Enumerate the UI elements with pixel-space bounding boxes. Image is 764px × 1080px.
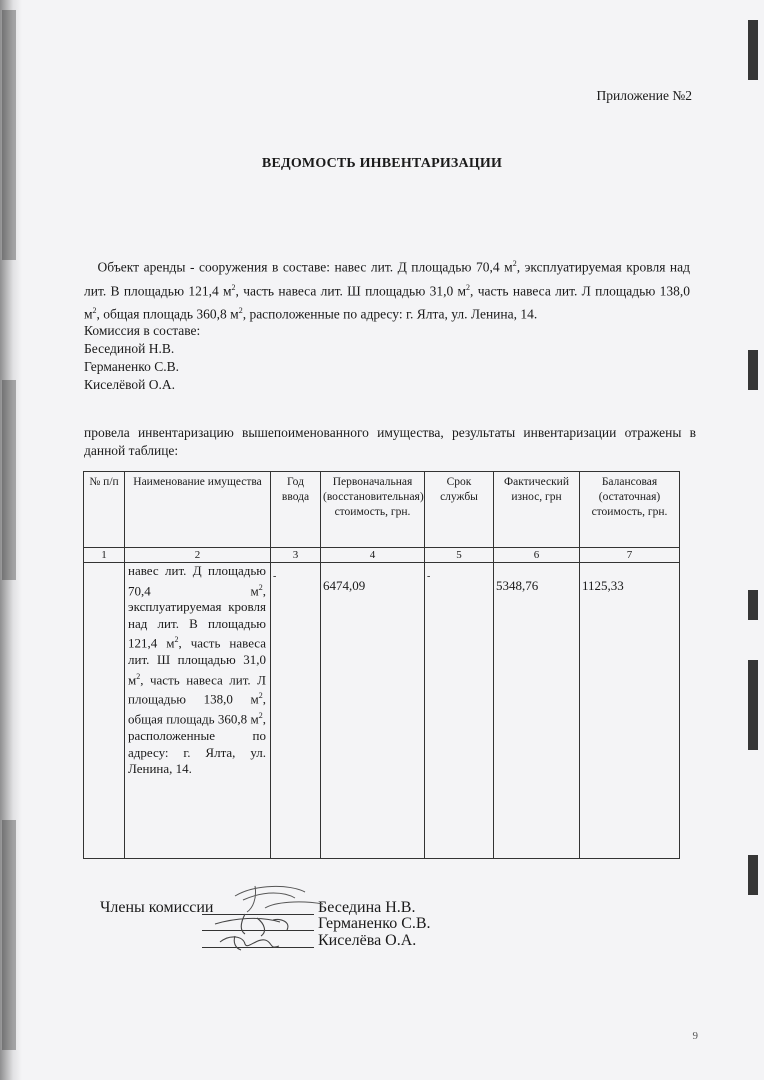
header-initial-cost: Первоначальная (восстановительная) стоимость, грн. [321,472,425,548]
commission-heading: Комиссия в составе: [84,323,201,338]
header-name: Наименование имущества [125,472,271,548]
scan-mark [748,590,758,620]
commission-member: Германенко С.В. [84,359,179,374]
cell-year: - [271,563,321,859]
col-number: 1 [84,548,125,563]
scan-shadow [2,820,16,1050]
header-num: № п/п [84,472,125,548]
cell-name: навес лит. Д площадью 70,4 $м^2$, эксплуатируемая кровля над лит. В площадью 121,4 $м^2$, часть навеса лит. Ш площадью 31,0 $м^2$, часть навеса лит. Л площадью 138,0 $м^2$, общая площадь 360,8 $м^2$, расположенные по адресу: г. Ялта, ул. Ленина, 14. [125,563,271,859]
scan-shadow [2,380,16,580]
table-row [84,563,680,859]
header-wear: Фактический износ, грн [494,472,580,548]
column-number-row [84,548,680,563]
col-number: 5 [425,548,494,563]
scan-mark [748,350,758,390]
header-year: Год ввода [271,472,321,548]
conducted-text: провела инвентаризацию вышепоименованного имущества, результаты инвентаризации отражены в данной таблице: [84,425,696,458]
cell-num [84,563,125,859]
page-number: 9 [692,1030,698,1042]
cell-balance: 1125,33 [580,563,680,859]
commission-block [84,322,200,394]
handwritten-signatures [195,878,335,958]
header-service-life: Срок службы [425,472,494,548]
table-header-row [84,472,680,548]
signer-name: Киселёва О.А. [318,932,417,949]
signer-name: Беседина Н.В. [318,899,416,916]
scan-shadow [2,10,16,260]
col-number: 7 [580,548,680,563]
scan-mark [748,20,758,80]
inventory-table [83,471,680,859]
cell-wear: 5348,76 [494,563,580,859]
col-number: 4 [321,548,425,563]
col-number: 6 [494,548,580,563]
scan-mark [748,660,758,750]
appendix-label: Приложение №2 [596,88,692,103]
object-paragraph: Объект аренды - сооружения в составе: навес лит. Д площадью 70,4 $м^2$, эксплуатируемая кровля над лит. В площадью 121,4 $м^2$, часть навеса лит. Ш площадью 31,0 $м^2$, часть навеса лит. Л площадью 138,0 $м^2$, общая площадь 360,8 $м^2$, расположенные по адресу: г. Ялта, ул. Ленина, 14. [84,259,691,322]
cell-service-life: - [425,563,494,859]
signatures-label: Члены комиссии [100,899,214,916]
col-number: 3 [271,548,321,563]
col-number: 2 [125,548,271,563]
document-title: ВЕДОМОСТЬ ИНВЕНТАРИЗАЦИИ [261,156,503,171]
commission-member: Бесединой Н.В. [84,341,175,356]
signer-name: Германенко С.В. [318,915,431,932]
commission-member: Киселёвой О.А. [84,377,175,392]
header-balance: Балансовая (остаточная) стоимость, грн. [580,472,680,548]
scan-mark [748,855,758,895]
cell-initial-cost: 6474,09 [321,563,425,859]
